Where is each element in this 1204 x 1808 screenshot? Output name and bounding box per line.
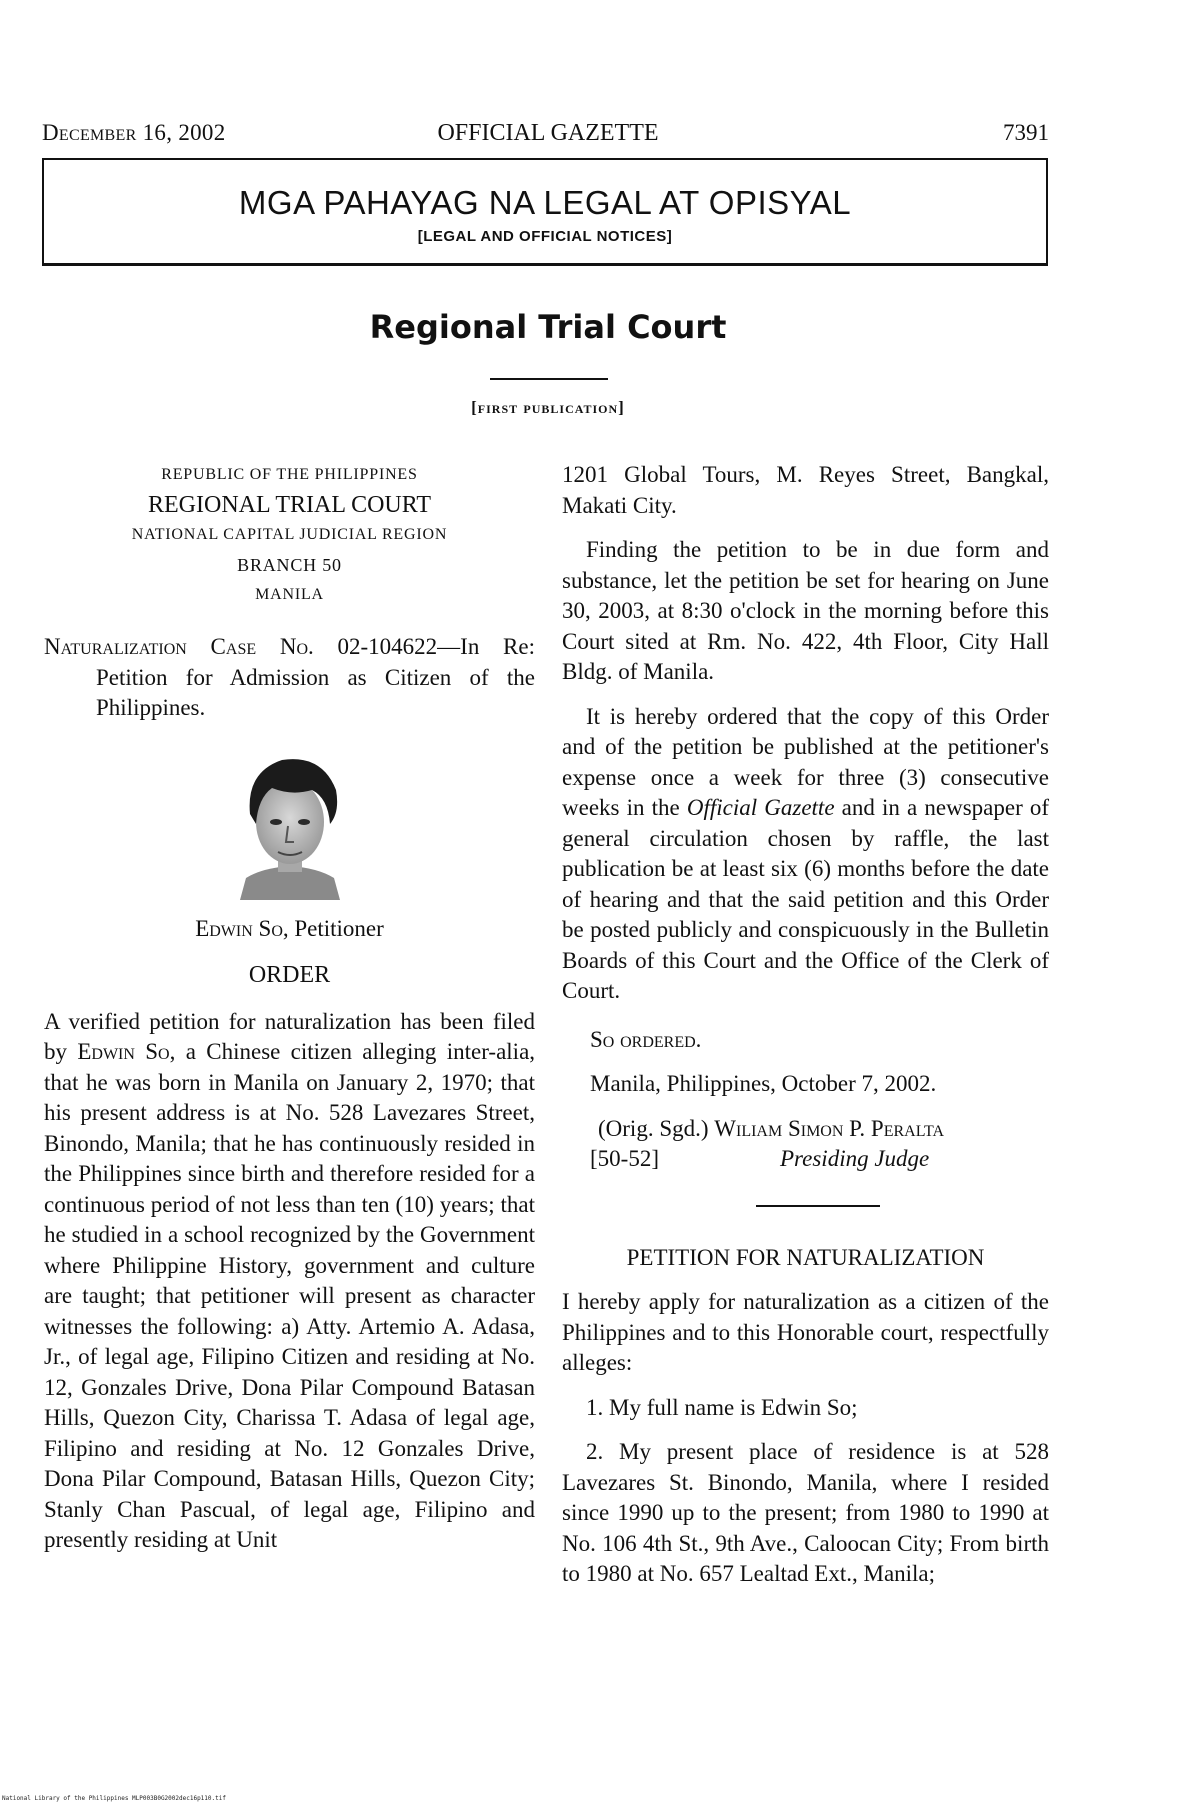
- order-petitioner-name: Edwin So: [77, 1039, 170, 1064]
- section-title: Regional Trial Court: [369, 308, 727, 346]
- signature-prefix: (Orig. Sgd.): [598, 1115, 715, 1141]
- order-paragraph-2: Finding the petition to be in due form and substance, let the petition be set for hearing on June 30, 2003, at 8:30 o'clock in the morning before this Court sited at Rm. No. 422, 4th Floor, City Hall Bldg. of Manila.: [562, 537, 1049, 684]
- order-paragraph-1: [44, 1007, 535, 1556]
- left-column: [44, 460, 535, 1556]
- notice-banner-subtitle: [LEGAL AND OFFICIAL NOTICES]: [417, 228, 673, 245]
- section-divider: [490, 378, 608, 380]
- header-page-number: 7391: [1003, 120, 1049, 145]
- petitioner-name: Edwin So,: [195, 915, 289, 941]
- branch-heading: BRANCH 50: [237, 555, 342, 575]
- case-caption: [44, 632, 535, 724]
- petitioner-role: Petitioner: [288, 915, 384, 941]
- notice-banner: [42, 158, 1048, 266]
- signature-title-row: [562, 1144, 1049, 1175]
- order-place-date: Manila, Philippines, October 7, 2002.: [590, 1071, 937, 1096]
- case-label: Naturalization Case No.: [44, 634, 314, 659]
- signature-line: [562, 1114, 1049, 1145]
- petitioner-caption: [44, 914, 535, 945]
- order-paragraph-3: [562, 702, 1049, 1007]
- order-paragraph-1-rest: , a Chinese citizen alleging inter-alia, that he was born in Manila on January 2, 1970; that his present address is at No. 528 Lavezares Street, Binondo, Manila; that he has continuously resided in the Philippines since birth and therefore resided for a continuous period of not less than ten (10) years; that he studied in a school recognized by the Government where Philippine History, government and culture are taught; that petitioner will present as character witnesses the following: a) Atty. Artemio A. Adasa, Jr., of legal age, Filipino Citizen and residing at No. 12, Gonzales Drive, Dona Pilar Compound Batasan Hills, Quezon City, Charissa T. Adasa of legal age, Filipino and residing at No. 12 Gonzales Drive, Dona Pilar Compound, Batasan Hills, Quezon City; Stanly Chan Pascual, of legal age, Filipino and presently residing at Unit: [44, 1039, 536, 1552]
- header-date: December 16, 2002: [42, 120, 226, 145]
- order-heading: ORDER: [248, 962, 331, 988]
- region-heading: NATIONAL CAPITAL JUDICIAL REGION: [131, 526, 448, 543]
- gazette-title: Official Gazette: [686, 795, 835, 820]
- archive-footer-note: National Library of the Philippines MLP003B0G2002dec16p110.tif: [2, 1795, 226, 1802]
- petition-item-1: 1. My full name is Edwin So;: [586, 1394, 858, 1420]
- republic-heading: REPUBLIC OF THE PHILIPPINES: [161, 466, 418, 483]
- publication-note: [first publication]: [471, 398, 625, 417]
- petitioner-photo: [232, 750, 348, 900]
- court-heading: REGIONAL TRIAL COURT: [148, 492, 431, 518]
- reference-number: [50-52]: [590, 1146, 659, 1171]
- order-paragraph-1-continued: 1201 Global Tours, M. Reyes Street, Bangkal, Makati City.: [562, 462, 1049, 518]
- section-separator: [756, 1205, 880, 1207]
- so-ordered: So ordered.: [590, 1026, 702, 1052]
- petition-item-2: 2. My present place of residence is at 528 Lavezares St. Binondo, Manila, where I resided since 1990 up to the present; from 1980 to 1990 at No. 106 4th St., 9th Ave., Caloocan City; From birth to 1980 at No. 657 Lealtad Ext., Manila;: [562, 1439, 1049, 1586]
- right-column: [562, 460, 1049, 1590]
- header-publication: OFFICIAL GAZETTE: [437, 120, 659, 146]
- petition-heading: PETITION FOR NATURALIZATION: [626, 1244, 985, 1270]
- city-heading: MANILA: [255, 586, 324, 603]
- judge-name: Wiliam Simon P. Peralta: [714, 1115, 945, 1141]
- judge-title: Presiding Judge: [780, 1146, 930, 1171]
- order-paragraph-3-start: It is hereby ordered that the copy of this Order and of the petition be published at the petitioner's expense once a week for three (3) consecutive weeks in the: [562, 703, 1049, 820]
- petitioner-portrait-image: [232, 750, 348, 900]
- case-text: 02-104622—In Re: Petition for Admission as Citizen of the Philippines.: [96, 634, 535, 720]
- order-paragraph-3-rest: and in a newspaper of general circulation chosen by raffle, the last publication be at least six (6) months before the date of hearing and that the said petition and this Order be posted publicly and conspicuously in the Bulletin Boards of this Court and the Office of the Clerk of Court.: [562, 795, 1050, 1003]
- order-paragraph-1-start: A verified petition for naturalization has been filed by: [44, 1008, 535, 1064]
- notice-banner-title: MGA PAHAYAG NA LEGAL AT OPISYAL: [238, 184, 852, 221]
- petition-intro: I hereby apply for naturalization as a citizen of the Philippines and to this Honorable court, respectfully alleges:: [562, 1289, 1049, 1375]
